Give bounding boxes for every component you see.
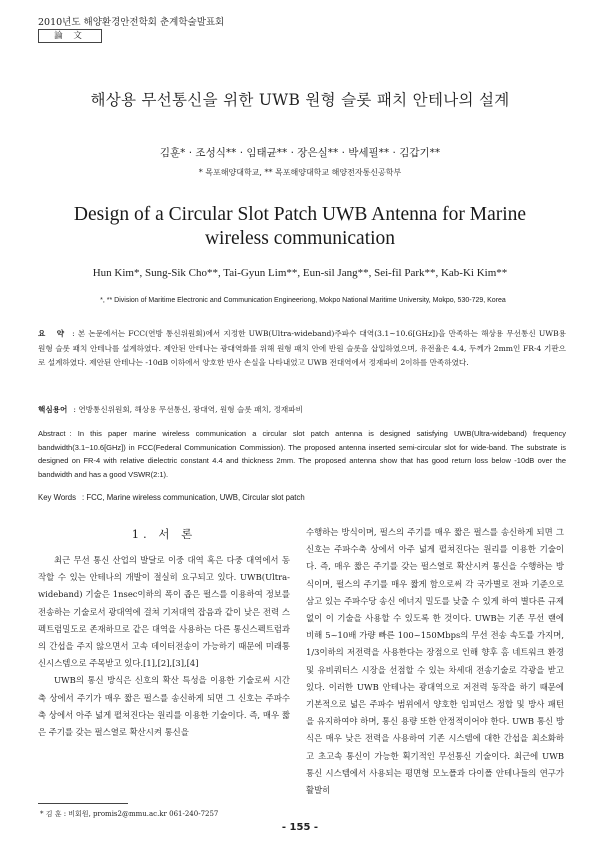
korean-title: 해상용 무선통신을 위한 UWB 원형 슬롯 패치 안테나의 설계 [90, 91, 510, 109]
section-heading: 1. 서 론 [131, 527, 197, 541]
footnote: * 김 훈 : 비회원, promis2@mmu.ac.kr 061-240-7257 [40, 810, 219, 818]
korean-abstract-text: : 본 논문에서는 FCC(연방 통신위원회)에서 지정한 UWB(Ultra-wideband)주파수 대역(3.1~10.6[GHz])을 만족하는 해상용 무선통신 UWB용 원형 슬롯 패치 안테나를 설계하였다. 제안된 안테나는 광대역화를 위해 원형 패치 안에 반원 슬롯을 삽입하였으며, 유전율은 4.4, 두께가 2mm인 FR-4 기판으로 설계하였다. 제안된 안테나는 -10dB 이하에서 양호한 반사 손실을 나타내었고 UWB 전대역에서 정재파비 2이하를 만족하였다. [38, 329, 566, 367]
section-tag: 論 文 [38, 29, 102, 43]
english-keywords [38, 493, 566, 502]
korean-keywords-label: 핵심용어 [38, 405, 68, 414]
english-abstract-label: Abstract [38, 429, 66, 438]
footnote-divider [38, 803, 128, 804]
korean-authors: 김훈* · 조성식** · 임태균** · 장은실** · 박세필** · 김갑기** [159, 147, 441, 159]
english-abstract-text: : In this paper marine wireless communication a circular slot patch antenna is designed satisfying UWB(Ultra-wideband) frequency bandwidth(3.1~10.6[GHz]) in FCC(Federal Communication Commission). The proposed antenna inserted semi-circular slot for wide-band. The substrate is designed on FR-4 with relative dielectric constant 4.4 and thickness 2mm. The proposed antenna show that has good return loss below -10dB over the bandwidth and has a good VSWR(2:1). [38, 429, 566, 479]
page-number: - 155 - [281, 822, 319, 833]
body-paragraph: 수행하는 방식이며, 펄스의 주기를 매우 짧은 펄스를 송신하게 되면 그 신호는 주파수축 상에서 아주 넓게 펼쳐진다는 원리를 이용한 기술이다. 즉, 매우 짧은 주기를 갖는 펄스열로 확산시켜 통신을 수행하는 방식이며, 펄스의 주기를 매우 짧게 함으로써 각 국가별로 전파 기준으로 삼고 있는 주파수당 송신 에너지 밀도를 낮출 수 있게 하여 별다른 규제 없이 이 기술을 사용할 수 있도록 한 것이다. UWB는 기존 무선 랜에 비해 5~10배 가량 빠른 100~150Mbps의 무선 전송 속도를 가지며, 1/3이하의 저전력을 사용한다는 장점으로 인해 향후 홈 네트워크 환경 및 유비쿼터스 시장을 선점할 수 있는 차세대 전송기술로 각광을 받고 있다. 이러한 UWB 안테나는 광대역으로 저전력 동작을 하기 때문에 기본적으로 넓은 주파수 범위에서 양호한 임피던스 정합 및 방사 패턴을 유지하여야 하며, 통신 용량 또한 안정적이어야 한다. UWB 통신 방식은 매우 낮은 전력을 사용하여 기존 시스템에 대한 간섭을 최소화하고 초고속 통신이 가능한 획기적인 무선통신 기술이다. 최근에 UWB 통신 시스템에서 사용되는 평면형 모노폴과 다이폴 안테나들의 연구가 활발히 [306, 527, 564, 796]
korean-keywords-text: : 연방통신위원회, 해상용 무선통신, 광대역, 원형 슬롯 패치, 정재파비 [73, 405, 303, 414]
korean-keywords [38, 404, 566, 415]
english-abstract [38, 427, 566, 481]
body-paragraph: 최근 무선 통신 산업의 발달로 이중 대역 혹은 다중 대역에서 동작할 수 있는 안테나의 개발이 절실히 요구되고 있다. UWB(Ultra-wideband) 기술은 1nsec이하의 폭이 좁은 펄스를 이용하여 정보를 전송하는 기술로서 광대역에 걸쳐 기저대역 잡음과 같이 낮은 전력 스펙트럼밀도로 존재하므로 같은 대역을 사용하는 다른 통신스펙트럼과의 간섭을 주지 않으면서 고속 데이터전송이 가능하기 때문에 미래통신시스템으로 주목받고 있다.[1],[2],[3],[4] [38, 555, 290, 669]
body-paragraph: UWB의 통신 방식은 신호의 확산 특성을 이용한 기술로써 시간축 상에서 주기가 매우 짧은 펄스를 송신하게 되면 그 신호는 주파수축 상에서 아주 넓게 펼쳐진다는 원리를 이용한 기술이다. 즉, 매우 짧은 주기를 갖는 펄스열로 확산시켜 통신을 [38, 675, 290, 738]
body-column-left [38, 524, 290, 741]
body-column-right [306, 524, 564, 799]
conference-header: 2010년도 해양환경안전학회 춘계학술발표회 [38, 17, 225, 28]
english-keywords-label: Key Words [38, 493, 76, 502]
english-affiliation: *, ** Division of Maritime Electronic and Communication Engineeriong, Mokpo National Maritime University, Mokpo, 530-729, Korea [100, 297, 506, 304]
korean-abstract [38, 327, 566, 371]
english-authors: Hun Kim*, Sung-Sik Cho**, Tai-Gyun Lim**, Eun-sil Jang**, Sei-fil Park**, Kab-Ki Kim** [92, 267, 508, 279]
korean-affiliation: * 목포해양대학교, ** 목포해양대학교 해양전자통신공학부 [198, 168, 402, 177]
korean-abstract-label: 요 약 [38, 329, 69, 338]
english-keywords-text: : FCC, Marine wireless communication, UWB, Circular slot patch [82, 493, 305, 502]
english-title: Design of a Circular Slot Patch UWB Antenna for Marine wireless communication [73, 204, 527, 249]
